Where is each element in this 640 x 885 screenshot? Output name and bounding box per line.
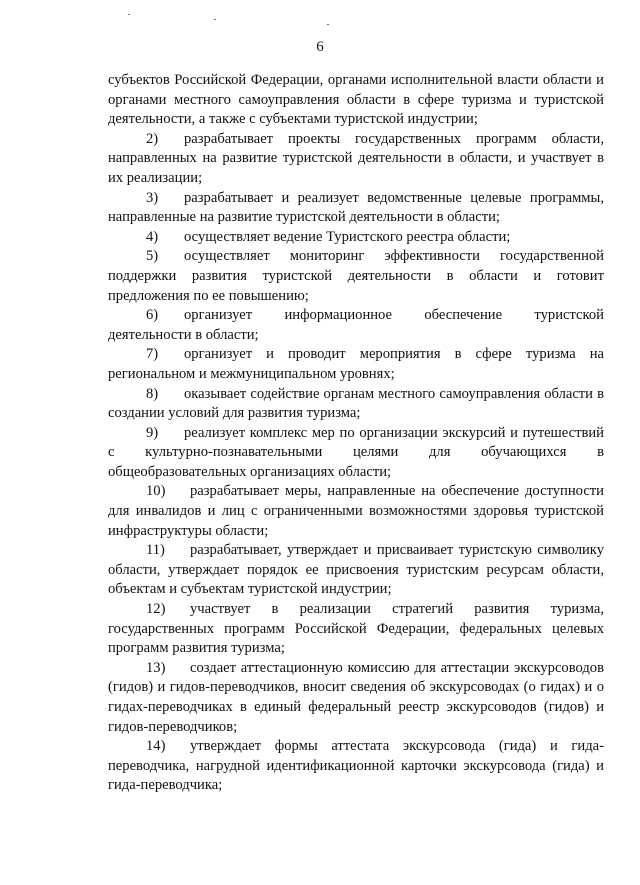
list-item <box>108 385 604 424</box>
scan-speck <box>214 19 216 20</box>
item-text: разрабатывает проекты государственных программ области, направленных на развитие туристской деятельности в области, и участвует в их реализации; <box>108 130 604 186</box>
scan-speck <box>327 24 329 25</box>
item-number: 12) <box>146 601 166 618</box>
list-item <box>108 345 604 384</box>
list-item <box>108 541 604 600</box>
item-number: 6) <box>146 307 159 324</box>
item-number: 3) <box>146 189 159 206</box>
item-text: осуществляет ведение Туристского реестра области; <box>184 228 511 245</box>
list-item <box>108 737 604 796</box>
item-text: разрабатывает меры, направленные на обеспечение доступности для инвалидов и лиц с ограниченными возможностями здоровья туристской инфраструктуры области; <box>108 483 604 539</box>
list-item <box>108 228 604 248</box>
item-text: реализует комплекс мер по организации экскурсий и путешествий с культурно-познавательными целями для обучающихся в общеобразовательных организациях области; <box>108 424 604 480</box>
item-number: 14) <box>146 738 166 755</box>
intro-paragraph: субъектов Российской Федерации, органами исполнительной власти области и органами местного самоуправления области в сфере туризма и туристской деятельности, а также с субъектами туристской индустрии; <box>108 72 604 128</box>
list-item <box>108 424 604 483</box>
item-text: разрабатывает и реализует ведомственные целевые программы, направленные на развитие туристской деятельности в области; <box>108 189 604 226</box>
item-text: утверждает формы аттестата экскурсовода (гида) и гида-переводчика, нагрудной идентификационной карточки экскурсовода (гида) и гида-переводчика; <box>108 738 604 794</box>
item-number: 4) <box>146 228 159 245</box>
item-text: создает аттестационную комиссию для аттестации экскурсоводов (гидов) и гидов-переводчиков, вносит сведения об экскурсоводах (о гидах) и о гидах-переводчиках в единый федеральный реестр экскурсоводов (гидов) и гидов-переводчиков; <box>108 659 604 735</box>
item-text: разрабатывает, утверждает и присваивает туристскую символику области, утверждает порядок ее присвоения туристским ресурсам области, объектам и субъектам туристской индустрии; <box>108 542 604 598</box>
list-item <box>108 482 604 541</box>
item-number: 11) <box>146 542 165 559</box>
list-item <box>108 659 604 737</box>
item-number: 8) <box>146 385 159 402</box>
item-text: оказывает содействие органам местного самоуправления области в создании условий для развития туризма; <box>108 385 604 422</box>
item-text: осуществляет мониторинг эффективности государственной поддержки развития туристской деятельности в области и готовит предложения по ее повышению; <box>108 248 604 304</box>
item-number: 9) <box>146 424 159 441</box>
page-number: 6 <box>316 39 324 55</box>
item-text: организует и проводит мероприятия в сфере туризма на региональном и межмуниципальном уровнях; <box>108 346 604 382</box>
item-number: 10) <box>146 483 166 500</box>
list-item <box>108 247 604 306</box>
list-item <box>108 306 604 345</box>
list-item <box>108 189 604 228</box>
document-body <box>108 71 604 796</box>
list-item <box>108 130 604 189</box>
item-number: 7) <box>146 346 159 363</box>
item-text: организует информационное обеспечение туристской деятельности в области; <box>108 307 604 343</box>
item-text: участвует в реализации стратегий развития туризма, государственных программ Российской Федерации, федеральных целевых программ развития туризма; <box>108 601 604 657</box>
item-number: 13) <box>146 659 166 676</box>
scan-speck <box>128 14 130 15</box>
list-item <box>108 600 604 659</box>
item-number: 5) <box>146 248 159 265</box>
item-number: 2) <box>146 130 159 147</box>
